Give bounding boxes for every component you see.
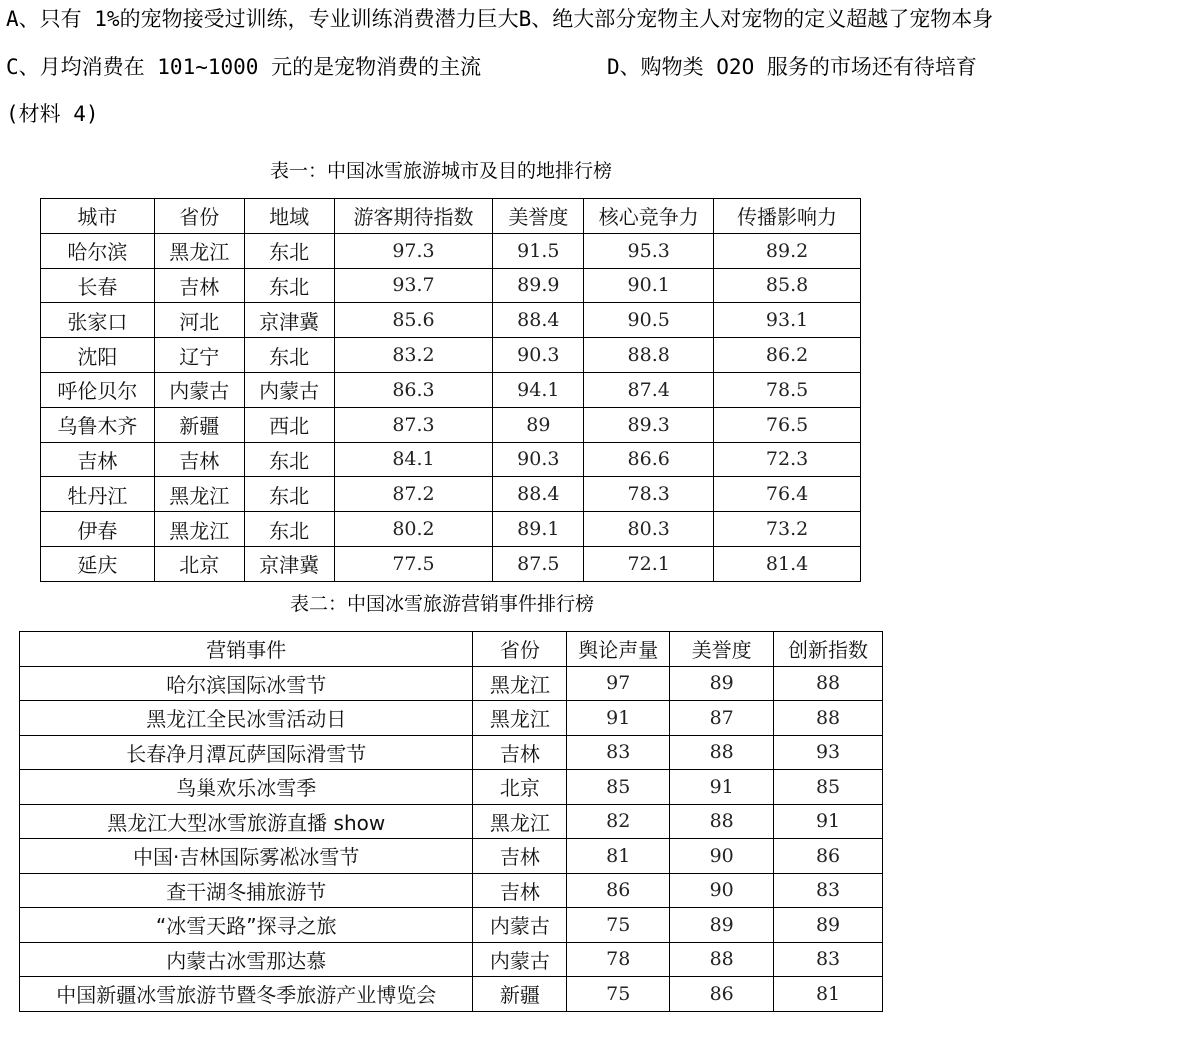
table-cell: 95.3 <box>584 233 714 268</box>
table-cell: 93 <box>774 735 883 770</box>
table-cell: 89 <box>774 908 883 943</box>
table2-caption: 表二：中国冰雪旅游营销事件排行榜 <box>290 593 595 615</box>
table-cell: 88.4 <box>493 303 584 338</box>
column-header: 核心竞争力 <box>584 199 714 234</box>
table-row <box>20 839 883 874</box>
column-header: 传播影响力 <box>714 199 861 234</box>
table-cell: 吉林 <box>473 735 567 770</box>
table-cell: 91 <box>670 770 774 805</box>
table-row <box>20 666 883 701</box>
table-cell: 93.1 <box>714 303 861 338</box>
table-cell: 86 <box>670 977 774 1012</box>
column-header: 地域 <box>244 199 334 234</box>
table-row <box>20 977 883 1012</box>
table-cell: 东北 <box>244 338 334 373</box>
table-cell: 河北 <box>154 303 244 338</box>
table-cell: 延庆 <box>41 546 155 581</box>
table-cell: 黑龙江大型冰雪旅游直播 show <box>20 804 473 839</box>
table-cell: 75 <box>567 908 670 943</box>
table-row <box>41 546 861 581</box>
table-cell: 97 <box>567 666 670 701</box>
table-cell: 89.9 <box>493 268 584 303</box>
table-cell: 88 <box>670 942 774 977</box>
table-cell: 吉林 <box>473 873 567 908</box>
table-cell: 京津冀 <box>244 546 334 581</box>
table-cell: 93.7 <box>334 268 493 303</box>
table-cell: 哈尔滨 <box>41 233 155 268</box>
table-cell: 90.5 <box>584 303 714 338</box>
table-row <box>41 407 861 442</box>
table-cell: 89.2 <box>714 233 861 268</box>
table-cell: 78 <box>567 942 670 977</box>
table-cell: 东北 <box>244 512 334 547</box>
table-cell: 85 <box>567 770 670 805</box>
table-cell: 京津冀 <box>244 303 334 338</box>
table-cell: 86.2 <box>714 338 861 373</box>
column-header: 美誉度 <box>493 199 584 234</box>
options-line-cd <box>6 52 977 82</box>
table-cell: 呼伦贝尔 <box>41 372 155 407</box>
table-cell: 牡丹江 <box>41 477 155 512</box>
table-cell: 83.2 <box>334 338 493 373</box>
table-cell: 90 <box>670 873 774 908</box>
table-cell: 吉林 <box>154 442 244 477</box>
table-cell: 86 <box>774 839 883 874</box>
table-cell: 89.3 <box>584 407 714 442</box>
table-cell: 北京 <box>473 770 567 805</box>
column-header: 舆论声量 <box>567 632 670 667</box>
table-cell: 89 <box>493 407 584 442</box>
table-cell: 81.4 <box>714 546 861 581</box>
table-cell: 81 <box>774 977 883 1012</box>
table-row <box>20 908 883 943</box>
table-cell: 内蒙古 <box>154 372 244 407</box>
table-cell: 84.1 <box>334 442 493 477</box>
table-cell: 中国·吉林国际雾凇冰雪节 <box>20 839 473 874</box>
table-cell: 黑龙江 <box>154 512 244 547</box>
table-cell: 沈阳 <box>41 338 155 373</box>
table-cell: 黑龙江 <box>473 804 567 839</box>
table-cell: 88.8 <box>584 338 714 373</box>
table-row <box>41 338 861 373</box>
options-line-ab <box>6 4 993 34</box>
option-c: C、月均消费在 101~1000 元的是宠物消费的主流 <box>6 55 482 79</box>
table-cell: 94.1 <box>493 372 584 407</box>
table-cell: 伊春 <box>41 512 155 547</box>
table-row <box>41 442 861 477</box>
table-cell: 90.3 <box>493 338 584 373</box>
table-cell: 黑龙江 <box>473 701 567 736</box>
table-cell: 81 <box>567 839 670 874</box>
table-cell: 87.4 <box>584 372 714 407</box>
table-cell: 82 <box>567 804 670 839</box>
table-cell: 张家口 <box>41 303 155 338</box>
table-cell: 86.3 <box>334 372 493 407</box>
table-cell: 内蒙古 <box>473 942 567 977</box>
table-header-row <box>41 199 861 234</box>
table-cell: 东北 <box>244 233 334 268</box>
table-cell: 80.3 <box>584 512 714 547</box>
table-cell: 黑龙江 <box>154 477 244 512</box>
table-row <box>41 372 861 407</box>
table-cell: 72.3 <box>714 442 861 477</box>
table-cell: 83 <box>774 873 883 908</box>
table-cell: 72.1 <box>584 546 714 581</box>
table-row <box>20 942 883 977</box>
table-cell: 78.5 <box>714 372 861 407</box>
table-row <box>20 804 883 839</box>
table-row <box>20 735 883 770</box>
table-cell: 97.3 <box>334 233 493 268</box>
table-cell: 查干湖冬捕旅游节 <box>20 873 473 908</box>
table-cell: 内蒙古 <box>473 908 567 943</box>
option-d: D、购物类 O2O 服务的市场还有待培育 <box>607 55 977 79</box>
table-cell: 91.5 <box>493 233 584 268</box>
table-cell: 鸟巢欢乐冰雪季 <box>20 770 473 805</box>
table-cell: 89 <box>670 908 774 943</box>
table-cell: 90.1 <box>584 268 714 303</box>
table-cell: 83 <box>774 942 883 977</box>
table-row <box>20 770 883 805</box>
table-cell: 新疆 <box>473 977 567 1012</box>
table-cell: 87.3 <box>334 407 493 442</box>
column-header: 游客期待指数 <box>334 199 493 234</box>
table-cell: 76.5 <box>714 407 861 442</box>
table-cell: 哈尔滨国际冰雪节 <box>20 666 473 701</box>
table-cell: 吉林 <box>154 268 244 303</box>
table-row <box>20 701 883 736</box>
column-header: 省份 <box>473 632 567 667</box>
table-cell: “冰雪天路”探寻之旅 <box>20 908 473 943</box>
table-row <box>41 233 861 268</box>
marketing-event-ranking-table <box>19 631 883 1012</box>
table-cell: 91 <box>567 701 670 736</box>
table-cell: 73.2 <box>714 512 861 547</box>
table-cell: 75 <box>567 977 670 1012</box>
table-cell: 78.3 <box>584 477 714 512</box>
table-cell: 内蒙古 <box>244 372 334 407</box>
table-cell: 吉林 <box>41 442 155 477</box>
table-row <box>41 303 861 338</box>
table-cell: 88 <box>774 666 883 701</box>
table-cell: 黑龙江 <box>473 666 567 701</box>
table-cell: 85 <box>774 770 883 805</box>
table-cell: 辽宁 <box>154 338 244 373</box>
table-cell: 85.6 <box>334 303 493 338</box>
column-header: 省份 <box>154 199 244 234</box>
table1-caption: 表一：中国冰雪旅游城市及目的地排行榜 <box>270 160 613 182</box>
table-cell: 黑龙江 <box>154 233 244 268</box>
table-row <box>20 873 883 908</box>
table-row <box>41 512 861 547</box>
option-b: B、绝大部分宠物主人对宠物的定义超越了宠物本身 <box>518 7 994 31</box>
table-cell: 长春 <box>41 268 155 303</box>
table-cell: 东北 <box>244 442 334 477</box>
material-label: (材料 4) <box>6 102 99 126</box>
table-cell: 乌鲁木齐 <box>41 407 155 442</box>
table-cell: 88 <box>774 701 883 736</box>
column-header: 营销事件 <box>20 632 473 667</box>
table-cell: 新疆 <box>154 407 244 442</box>
table-cell: 88 <box>670 804 774 839</box>
city-ranking-table <box>40 198 861 582</box>
table-cell: 88 <box>670 735 774 770</box>
table-cell: 86.6 <box>584 442 714 477</box>
column-header: 美誉度 <box>670 632 774 667</box>
table-cell: 91 <box>774 804 883 839</box>
table-cell: 长春净月潭瓦萨国际滑雪节 <box>20 735 473 770</box>
table-row <box>41 477 861 512</box>
table-cell: 77.5 <box>334 546 493 581</box>
table-cell: 87.5 <box>493 546 584 581</box>
column-header: 城市 <box>41 199 155 234</box>
table-cell: 87.2 <box>334 477 493 512</box>
table-cell: 89 <box>670 666 774 701</box>
table-cell: 85.8 <box>714 268 861 303</box>
table-cell: 83 <box>567 735 670 770</box>
table-cell: 90 <box>670 839 774 874</box>
table-cell: 东北 <box>244 477 334 512</box>
table-cell: 北京 <box>154 546 244 581</box>
table-cell: 西北 <box>244 407 334 442</box>
table-cell: 89.1 <box>493 512 584 547</box>
table-cell: 87 <box>670 701 774 736</box>
table-cell: 内蒙古冰雪那达慕 <box>20 942 473 977</box>
table-cell: 86 <box>567 873 670 908</box>
option-a: A、只有 1%的宠物接受过训练，专业训练消费潜力巨大 <box>6 7 519 31</box>
table-cell: 80.2 <box>334 512 493 547</box>
table-cell: 吉林 <box>473 839 567 874</box>
column-header: 创新指数 <box>774 632 883 667</box>
table-cell: 88.4 <box>493 477 584 512</box>
table-cell: 东北 <box>244 268 334 303</box>
table-cell: 中国新疆冰雪旅游节暨冬季旅游产业博览会 <box>20 977 473 1012</box>
table-header-row <box>20 632 883 667</box>
table-cell: 黑龙江全民冰雪活动日 <box>20 701 473 736</box>
table-row <box>41 268 861 303</box>
table-cell: 90.3 <box>493 442 584 477</box>
table-cell: 76.4 <box>714 477 861 512</box>
